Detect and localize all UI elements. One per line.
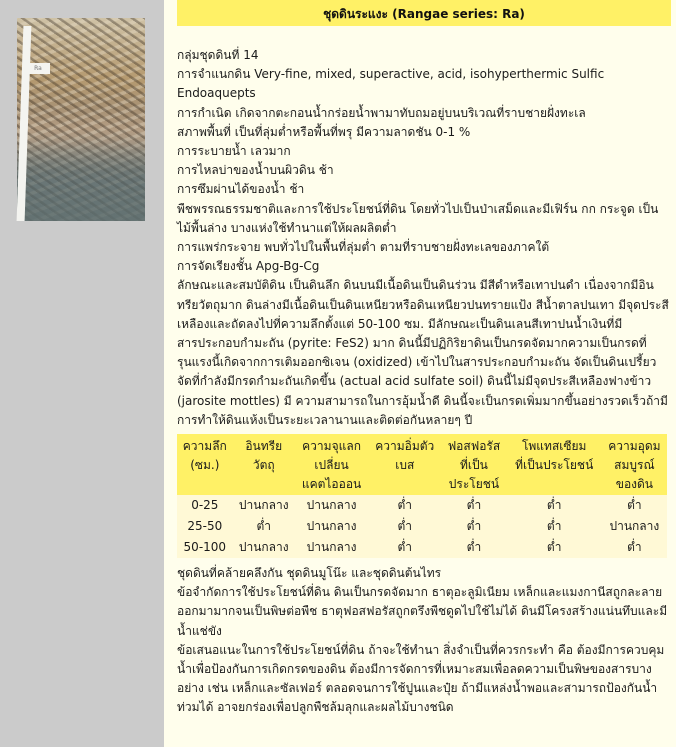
table-row [177, 537, 667, 558]
cell-fertility: ต่ำ [602, 537, 667, 558]
horizon-sequence: การจัดเรียงชั้น Apg-Bg-Cg [177, 259, 320, 274]
cell-cec: ปานกลาง [295, 537, 368, 558]
cell-potassium: ต่ำ [507, 495, 602, 516]
cell-phosphorus: ต่ำ [441, 537, 506, 558]
table-row [177, 516, 667, 537]
land-use-limitations: ข้อจำกัดการใช้ประโยชน์ที่ดิน ดินเป็นกรดจัดมาก ธาตุอะลูมิเนียม เหล็กและแมงกานีสถูกละลายออกมามากจนเป็นพิษต่อพืช ธาตุฟอสฟอรัสถูกตรึงพืชดูดไปใช้ไม่ได้ ดินมีโครงสร้างแน่นทึบและมีน้ำแช่ขัง [177, 585, 668, 638]
cell-depth: 0-25 [177, 495, 233, 516]
distribution: การแพร่กระจาย พบทั่วไปในพื้นที่ลุ่มต่ำ ตามที่ราบชายฝั่งทะเลของภาคใต้ [177, 240, 550, 255]
cell-phosphorus: ต่ำ [441, 495, 506, 516]
header-available-phosphorus: ฟอสฟอรัส ที่เป็น ประโยชน์ [441, 434, 506, 495]
header-cec: ความจุแลก เปลี่ยน แคตไอออน [295, 434, 368, 495]
cell-base-saturation: ต่ำ [368, 516, 441, 537]
header-depth: ความลึก (ซม.) [177, 434, 233, 495]
cell-depth: 25-50 [177, 516, 233, 537]
table-header-row [177, 434, 667, 495]
soil-origin: การกำเนิด เกิดจากตะกอนน้ำกร่อยน้ำพามาทับถมอยู่บนบริเวณที่ราบชายฝั่งทะเล [177, 105, 586, 120]
photo-tag: Ra [26, 63, 50, 74]
header-base-saturation: ความอิ่มตัว เบส [368, 434, 441, 495]
cell-depth: 50-100 [177, 537, 233, 558]
soil-description [177, 46, 671, 718]
sidebar [0, 0, 164, 747]
soil-classification: การจำแนกดิน Very-fine, mixed, superactive, acid, isohyperthermic Sulfic Endoaquepts [177, 67, 605, 101]
soil-properties-table [177, 434, 667, 558]
cell-potassium: ต่ำ [507, 537, 602, 558]
header-fertility: ความอุดม สมบูรณ์ ของดิน [602, 434, 667, 495]
surface-runoff: การไหลบ่าของน้ำบนผิวดิน ช้า [177, 163, 334, 178]
cell-cec: ปานกลาง [295, 495, 368, 516]
permeability: การซึมผ่านได้ของน้ำ ช้า [177, 182, 305, 197]
cell-potassium: ต่ำ [507, 516, 602, 537]
header-available-potassium: โพแทสเซียม ที่เป็นประโยชน์ [507, 434, 602, 495]
land-use-recommendations: ข้อเสนอแนะในการใช้ประโยชน์ที่ดิน ถ้าจะใช้ทำนา สิ่งจำเป็นที่ควรกระทำ คือ ต้องมีการควบคุมน้ำเพื่อป้องกันการเกิดกรดของดิน ต้องมีการจัดการที่เหมาะสมเพื่อลดความเป็นพิษของสารบางอย่าง เช่น เหล็กและซัลเฟอร์ ตลอดจนการใช้ปูนและปุ๋ย ถ้ามีแหล่งน้ำพอและสามารถป้องกันน้ำท่วมได้ อาจยกร่องเพื่อปลูกพืชล้มลุกและผลไม้บางชนิด [177, 642, 665, 715]
table-row [177, 495, 667, 516]
cell-phosphorus: ต่ำ [441, 516, 506, 537]
cell-base-saturation: ต่ำ [368, 495, 441, 516]
cell-cec: ปานกลาง [295, 516, 368, 537]
similar-soil-series: ชุดดินที่คล้ายคลึงกัน ชุดดินมูโน๊ะ และชุดดินต้นไทร [177, 566, 442, 581]
header-organic-matter: อินทรีย วัตถุ [233, 434, 295, 495]
drainage: การระบายน้ำ เลวมาก [177, 144, 291, 159]
cell-base-saturation: ต่ำ [368, 537, 441, 558]
soil-profile-photo [17, 18, 145, 221]
cell-organic-matter: ปานกลาง [233, 495, 295, 516]
cell-fertility: ต่ำ [602, 495, 667, 516]
vegetation-land-use: พืชพรรณธรรมชาติและการใช้ประโยชน์ที่ดิน โดยทั่วไปเป็นป่าเสม็ดและมีเฟิร์น กก กระจูด เป็นไม้พื้นล่าง บางแห่งใช้ทำนาแต่ให้ผลผลิตต่ำ [177, 201, 659, 235]
terrain: สภาพพื้นที่ เป็นที่ลุ่มต่ำหรือพื้นที่พรุ มีความลาดชัน 0-1 % [177, 124, 471, 139]
soil-characteristics: ลักษณะและสมบัติดิน เป็นดินลึก ดินบนมีเนื้อดินเป็นดินร่วน มีสีดำหรือเทาปนดำ เนื่องจากมีอินทรียวัตถุมาก ดินล่างมีเนื้อดินเป็นดินเหนียวหรือดินเหนียวปนทรายแป้ง สีน้ำตาลปนเทา มีจุดประสีเหลืองและถัดลงไปที่ความลึกตั้งแต่ 50-100 ซม. มีลักษณะเป็นดินเลนสีเทาปนน้ำเงินที่มีสารประกอบกำมะถัน (pyrite: FeS2) มาก ดินนี้มีปฏิกิริยาดินเป็นกรดจัดมากความเป็นกรดที่รุนแรงนี้เกิดจากการเติมออกซิเจน (oxidized) เข้าไปในสารประกอบกำมะถัน จัดเป็นดินเปรี้ยวจัดที่กำลังมีกรดกำมะถันเกิดขึ้น (actual acid sulfate soil) ดินนี้ไม่มีจุดประสีเหลืองฟางข้าว (jarosite mottles) มี ความสามารถในการอุ้มน้ำดี ดินนี้จะเป็นกรดเพิ่มมากขึ้นอย่างรวดเร็วถ้ามีการทำให้ดินแห้งเป็นระยะเวลานานและติดต่อกันหลายๆ ปี [177, 278, 669, 427]
page-title: ชุดดินระแงะ (Rangae series: Ra) [177, 0, 671, 26]
main-content [177, 0, 671, 718]
cell-fertility: ปานกลาง [602, 516, 667, 537]
measuring-stick [17, 26, 32, 221]
soil-group: กลุ่มชุดดินที่ 14 [177, 48, 259, 62]
cell-organic-matter: ต่ำ [233, 516, 295, 537]
cell-organic-matter: ปานกลาง [233, 537, 295, 558]
